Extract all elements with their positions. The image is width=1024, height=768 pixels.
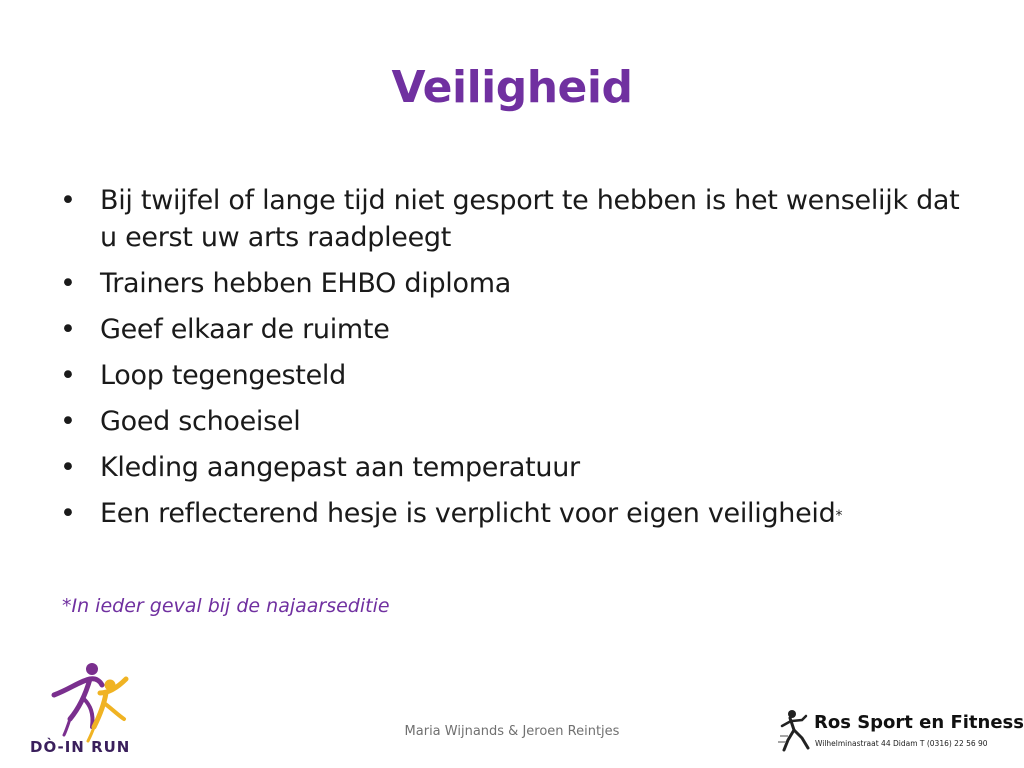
bullet-text: Loop tegengesteld xyxy=(100,360,346,391)
bullet-item xyxy=(60,449,960,486)
footnote: *In ieder geval bij de najaarseditie xyxy=(62,595,390,617)
bullet-icon: • xyxy=(60,452,76,483)
bullet-text: Geef elkaar de ruimte xyxy=(100,314,390,345)
bullet-item xyxy=(60,357,960,394)
bullet-item xyxy=(60,495,960,535)
doin-run-logo-text: DÒ-IN RUN xyxy=(30,738,131,756)
slide-title: Veiligheid xyxy=(391,62,633,113)
bullet-icon: • xyxy=(60,498,76,529)
ros-sport-logo-name: Ros Sport en Fitness xyxy=(814,712,1024,733)
bullet-text: Trainers hebben EHBO diploma xyxy=(100,268,511,299)
asterisk-marker: * xyxy=(835,508,843,524)
bullet-text: Goed schoeisel xyxy=(100,406,301,437)
footer-authors: Maria Wijnands & Jeroen Reintjes xyxy=(404,724,620,739)
bullet-list xyxy=(60,182,960,544)
bullet-item xyxy=(60,182,960,256)
bullet-icon: • xyxy=(60,314,76,345)
bullet-text: Bij twijfel of lange tijd niet gesport te hebben is het wenselijk dat u eerst uw arts raadpleegt xyxy=(100,185,960,253)
bullet-icon: • xyxy=(60,360,76,391)
bullet-icon: • xyxy=(60,268,76,299)
bullet-icon: • xyxy=(60,185,76,216)
bullet-item xyxy=(60,311,960,348)
runner-silhouette-icon xyxy=(778,708,814,752)
ros-sport-logo xyxy=(778,708,1024,758)
bullet-icon: • xyxy=(60,406,76,437)
bullet-item xyxy=(60,265,960,302)
bullet-item xyxy=(60,403,960,440)
bullet-text: Kleding aangepast aan temperatuur xyxy=(100,452,580,483)
bullet-text: Een reflecterend hesje is verplicht voor eigen veiligheid xyxy=(100,498,836,529)
ros-sport-logo-address: Wilhelminastraat 44 Didam T (0316) 22 56 90 xyxy=(815,739,988,748)
